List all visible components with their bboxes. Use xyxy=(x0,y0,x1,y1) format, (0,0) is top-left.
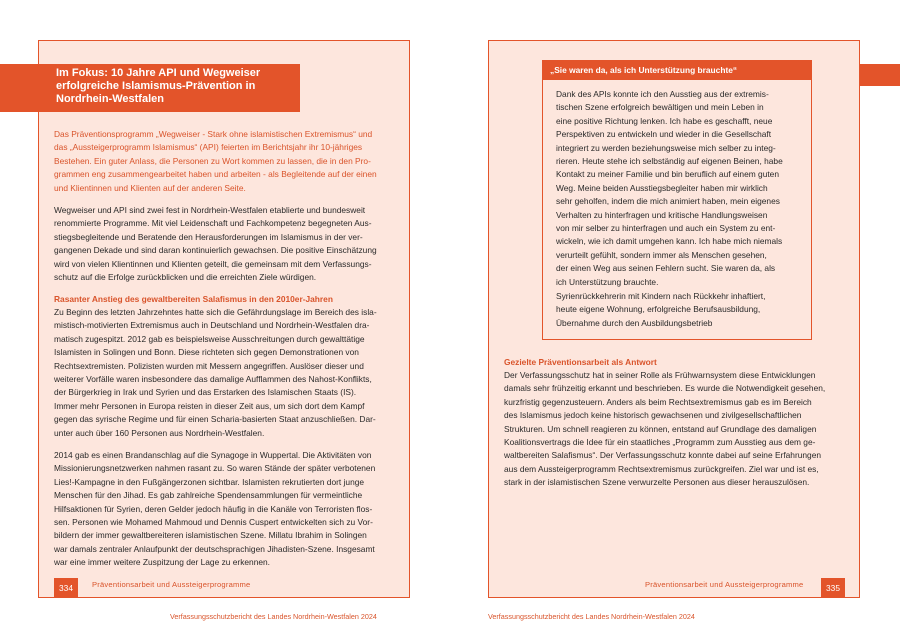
quote-text: Dank des APIs konnte ich den Ausstieg aus der extremis- tischen Szene erfolgreich bewältigen und mein Leben in eine positive Richtung lenken. Ich habe es geschafft, neue Perspektiven zu entwickeln und wieder in die Gesellschaft integriert zu werden beziehungsweise mich selber zu integ- rieren. Heute stehe ich selbständig auf eigenen Beinen, habe Kontakt zu meiner Familie und bin beruflich auf einem guten Weg. Meine beiden Ausstiegsbegleiter haben mir wirklich sehr geholfen, indem die mich animiert haben, mein eigenes Verhalten zu hinterfragen und kritische Handlungsweisen von mir selber zu hinterfragen und auch ein System zu ent- wickeln, wie ich damit umgehen kann. Ich habe mich niemals verurteilt gefühlt, sondern immer als Menschen gesehen, der einen Weg aus seinen Fehlern sucht. Sie waren da, als ich Unterstützung brauchte. xyxy=(556,89,783,287)
left-paragraph-2: Zu Beginn des letzten Jahrzehntes hatte sich die Gefährdungslage im Bereich des isla- mistisch-motivierten Extremismus auch in Deutschland und Nordrhein-Westfalen dra- matisch zugespitzt. 2012 gab es beispielsweise Ausschreitungen durch gewalttätige Islamisten in Solingen und Bonn. Diese richteten sich gegen Demonstrationen von Rechtsextremisten. Polizisten wurden mit Messern angegriffen. Auslöser dieser und weiterer Vorfälle waren insbesondere das damalige Aufflammen des Nahost-Konflikts, der Bürgerkrieg in Irak und Syrien und das Erstarken des Islamischen Staats (IS). Immer mehr Personen in Europa reisten in dieser Zeit aus, um sich dort dem Kampf gegen das syrische Regime und für einen Scharia-basierten Staat anzuschließen. Dar- unter auch über 160 Personen aus Nordrhein-Westfalen. xyxy=(54,307,377,438)
right-subheading: Gezielte Präventionsarbeit als Antwort xyxy=(504,357,657,367)
quote-attribution: Syrienrückkehrerin mit Kindern nach Rückkehr inhaftiert, heute eigene Wohnung, erfolgreiche Berufsausbildung, Übernahme durch den Ausbildungsbetrieb xyxy=(556,291,766,328)
right-footer: Verfassungsschutzbericht des Landes Nordrhein-Westfalen 2024 xyxy=(488,612,695,621)
right-edge-band xyxy=(860,64,900,86)
left-footer: Verfassungsschutzbericht des Landes Nordrhein-Westfalen 2024 xyxy=(170,612,377,621)
left-paragraph-3: 2014 gab es einen Brandanschlag auf die Synagoge in Wuppertal. Die Aktivitäten von Missionierungsnetzwerken nahmen rasant zu. So waren Stände der später verbotenen Lies!-Kampagne in den Fußgängerzonen sichtbar. Islamisten rekrutierten dort junge Menschen für den Jihad. Es gab zahlreiche Spendensammlungen für vermeintliche Hilfsaktionen für Syrien, deren Gelder jedoch häufig in die Kanäle von Terroristen flos- sen. Personen wie Mohamed Mahmoud und Dennis Cuspert entwickelten sich zu Vor- bildern der immer gewaltbereiteren islamistischen Szene. Millatu Ibrahim in Solingen war damals zentraler Anlaufpunkt der deutschsprachigen Jihadisten-Szene. Insgesamt war eine immer weitere Zuspitzung der Lage zu erkennen. xyxy=(54,450,376,568)
left-paragraph-1: Wegweiser und API sind zwei fest in Nordrhein-Westfalen etablierte und bundesweit renommierte Programme. Mit viel Leidenschaft und Fachkompetenz begegneten Aus- stiegsbegleitende und Beratende den Herausforderungen im Islamismus in der ver- gangenen Dekade und sind daran kontinuierlich gewachsen. Die positive Einschätzung wird von vielen Klientinnen und Klienten geteilt, die gemeinsam mit dem Verfassungs- schutz auf die Erfolge zurückblicken und die erreichten Ziele würdigen. xyxy=(54,205,377,283)
quote-heading: „Sie waren da, als ich Unterstützung brauchte“ xyxy=(542,60,812,80)
left-page-heading: Im Fokus: 10 Jahre API und Wegweiser erfolgreiche Islamismus-Prävention in Nordrhein-Westfalen xyxy=(56,67,261,105)
right-page-number: 335 xyxy=(821,578,845,598)
left-intro-text: Das Präventionsprogramm „Wegweiser - Stark ohne islamistischen Extremismus“ und das „Aussteigerprogramm Islamismus“ (API) feierten im Berichtsjahr ihr 10-jähriges Bestehen. Ein guter Anlass, die Personen zu Wort kommen zu lassen, die in den Pro- grammen eng zusammengearbeitet haben und arbeiten - als Begleitende auf der einen und Klientinnen und Klienten auf der anderen Seite. xyxy=(54,129,377,193)
right-paragraph: Der Verfassungsschutz hat in seiner Rolle als Frühwarnsystem diese Entwicklungen damals sehr frühzeitig erkannt und beschrieben. Es wurde die Notwendigkeit gesehen, kurzfristig gegenzusteuern. Anders als beim Rechtsextremismus gab es im Bereich des Islamismus jedoch keine historisch gewachsenen und zivilgesellschaftlichen Strukturen. Um schnell reagieren zu können, entstand auf Grundlage des damaligen Koalitionsvertrags die Idee für ein staatliches „Programm zum Ausstieg aus dem ge- waltbereiten Salafismus“. Der Verfassungsschutz konnte dabei auf seine Erfahrungen aus dem Aussteigerprogramm Rechtsextremismus zurückgreifen. Ziel war und ist es, stark in der islamistischen Szene verwurzelte Personen aus dieser herauszulösen. xyxy=(504,370,826,488)
right-section-label: Präventionsarbeit und Aussteigerprogramme xyxy=(645,580,804,589)
left-section-label: Präventionsarbeit und Aussteigerprogramme xyxy=(92,580,251,589)
left-subheading: Rasanter Anstieg des gewaltbereiten Salafismus in den 2010er-Jahren xyxy=(54,294,333,304)
left-page-number: 334 xyxy=(54,578,78,598)
